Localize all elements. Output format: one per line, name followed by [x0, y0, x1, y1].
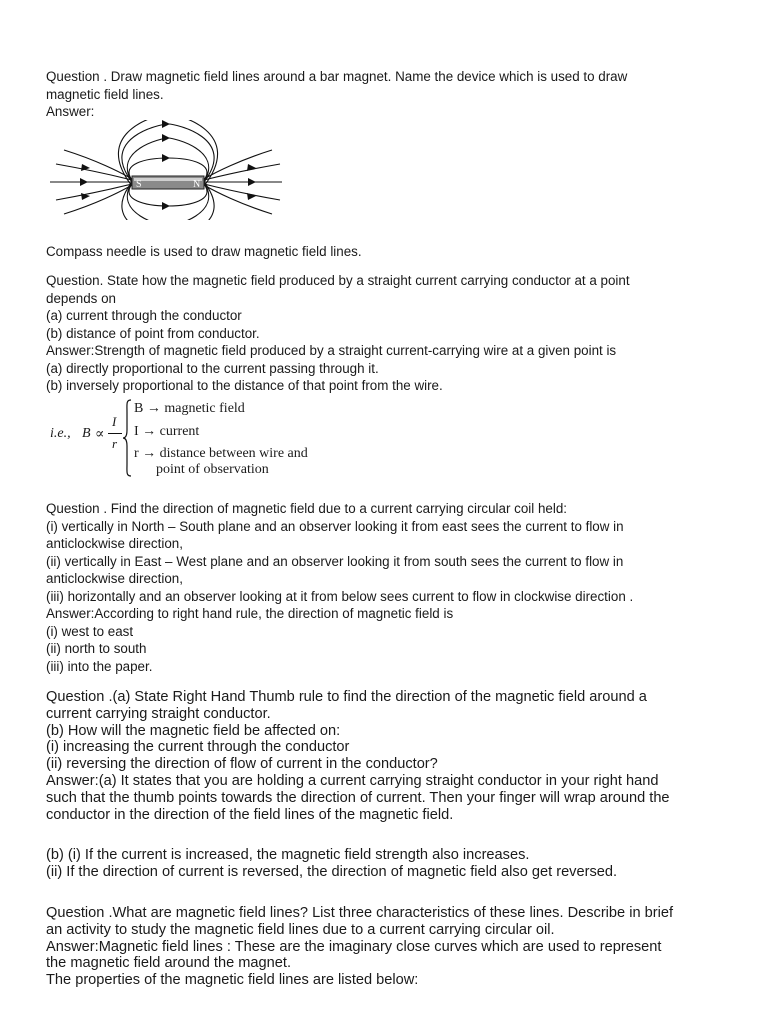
formula-def-r-cont: point of observation — [156, 462, 269, 477]
formula-ie: i.e., — [50, 426, 71, 441]
q3-line: (iii) horizontally and an observer looking at it from below sees current to flow in clockwise direction . — [46, 588, 634, 604]
q2-line: (b) inversely proportional to the distance of that point from the wire. — [46, 378, 443, 393]
q4-section — [46, 689, 670, 823]
q3-line: (ii) vertically in East – West plane and an observer looking it from south sees the current to flow in — [46, 553, 624, 569]
q3-line: (ii) north to south — [46, 641, 147, 656]
q3-line: (i) vertically in North – South plane and an observer looking it from east sees the current to flow in — [46, 518, 624, 534]
q4-line: (i) increasing the current through the conductor — [46, 739, 350, 756]
q1-answer-label: Answer: — [46, 104, 95, 119]
formula-denominator: r — [112, 436, 118, 451]
q1-answer-text: Compass needle is used to draw magnetic field lines. — [46, 244, 362, 259]
magnet-south-label: S — [136, 179, 142, 190]
q5-line: Answer:Magnetic field lines : These are the imaginary close curves which are used to represent — [46, 938, 662, 955]
formula-b: B — [82, 426, 91, 441]
q4-answer-b-line: (ii) If the direction of current is reversed, the direction of magnetic field also get reversed. — [46, 863, 618, 880]
q4-line: such that the thumb points towards the direction of current. Then your finger will wrap around the — [46, 789, 670, 806]
q3-line: Question . Find the direction of magnetic field due to a current carrying circular coil held: — [46, 501, 568, 516]
q1-question — [46, 68, 627, 121]
q2-line: Question. State how the magnetic field produced by a straight current carrying conductor at a point — [46, 273, 630, 288]
curly-brace — [122, 398, 132, 478]
q5-line: The properties of the magnetic field lines are listed below: — [46, 972, 419, 989]
q4-line: (ii) reversing the direction of flow of current in the conductor? — [46, 756, 438, 773]
q2-line: (a) directly proportional to the current passing through it. — [46, 360, 379, 376]
fraction-bar — [108, 433, 122, 434]
magnet-north-label: N — [193, 179, 201, 190]
bar-magnet-field-figure — [50, 120, 286, 220]
q5-line: an activity to study the magnetic field lines due to a current carrying circular oil. — [46, 921, 555, 938]
formula-def-b: B → magnetic field — [134, 401, 245, 416]
q3-line: anticlockwise direction, — [46, 536, 183, 551]
q4-answer-b — [46, 847, 617, 881]
q3-line: Answer:According to right hand rule, the direction of magnetic field is — [46, 606, 454, 621]
bar-magnet-field-lines — [50, 120, 286, 220]
q1-question-line: magnetic field lines. — [46, 86, 164, 102]
q5-line: the magnetic field around the magnet. — [46, 955, 292, 972]
q3-line: anticlockwise direction, — [46, 571, 183, 586]
formula-proportional: ∝ — [95, 427, 105, 442]
q2-line: (a) current through the conductor — [46, 308, 242, 323]
q3-section — [46, 500, 633, 675]
formula-def-r: r → distance between wire and — [134, 446, 308, 461]
q3-line: (i) west to east — [46, 623, 134, 639]
q2-section — [46, 272, 630, 395]
q1-question-line: Question . Draw magnetic field lines around a bar magnet. Name the device which is used to draw — [46, 69, 628, 84]
proportionality-formula — [50, 398, 350, 482]
q4-answer-b-line: (b) (i) If the current is increased, the magnetic field strength also increases. — [46, 847, 530, 863]
q2-line: depends on — [46, 290, 116, 306]
q5-line: Question .What are magnetic field lines? List three characteristics of these lines. Describe in brief — [46, 905, 674, 921]
q4-line: Question .(a) State Right Hand Thumb rule to find the direction of the magnetic field around a — [46, 689, 647, 705]
formula-numerator: I — [112, 414, 117, 429]
q2-line: (b) distance of point from conductor. — [46, 325, 260, 341]
q4-line: (b) How will the magnetic field be affected on: — [46, 722, 341, 739]
q4-line: conductor in the direction of the field lines of the magnetic field. — [46, 806, 454, 823]
q3-line: (iii) into the paper. — [46, 658, 153, 674]
q5-section — [46, 905, 673, 989]
q4-line: Answer:(a) It states that you are holding a current carrying straight conductor in your right hand — [46, 772, 659, 789]
formula-def-i: I → current — [134, 424, 200, 439]
q4-line: current carrying straight conductor. — [46, 705, 271, 722]
q2-line: Answer:Strength of magnetic field produced by a straight current-carrying wire at a given point is — [46, 343, 617, 358]
